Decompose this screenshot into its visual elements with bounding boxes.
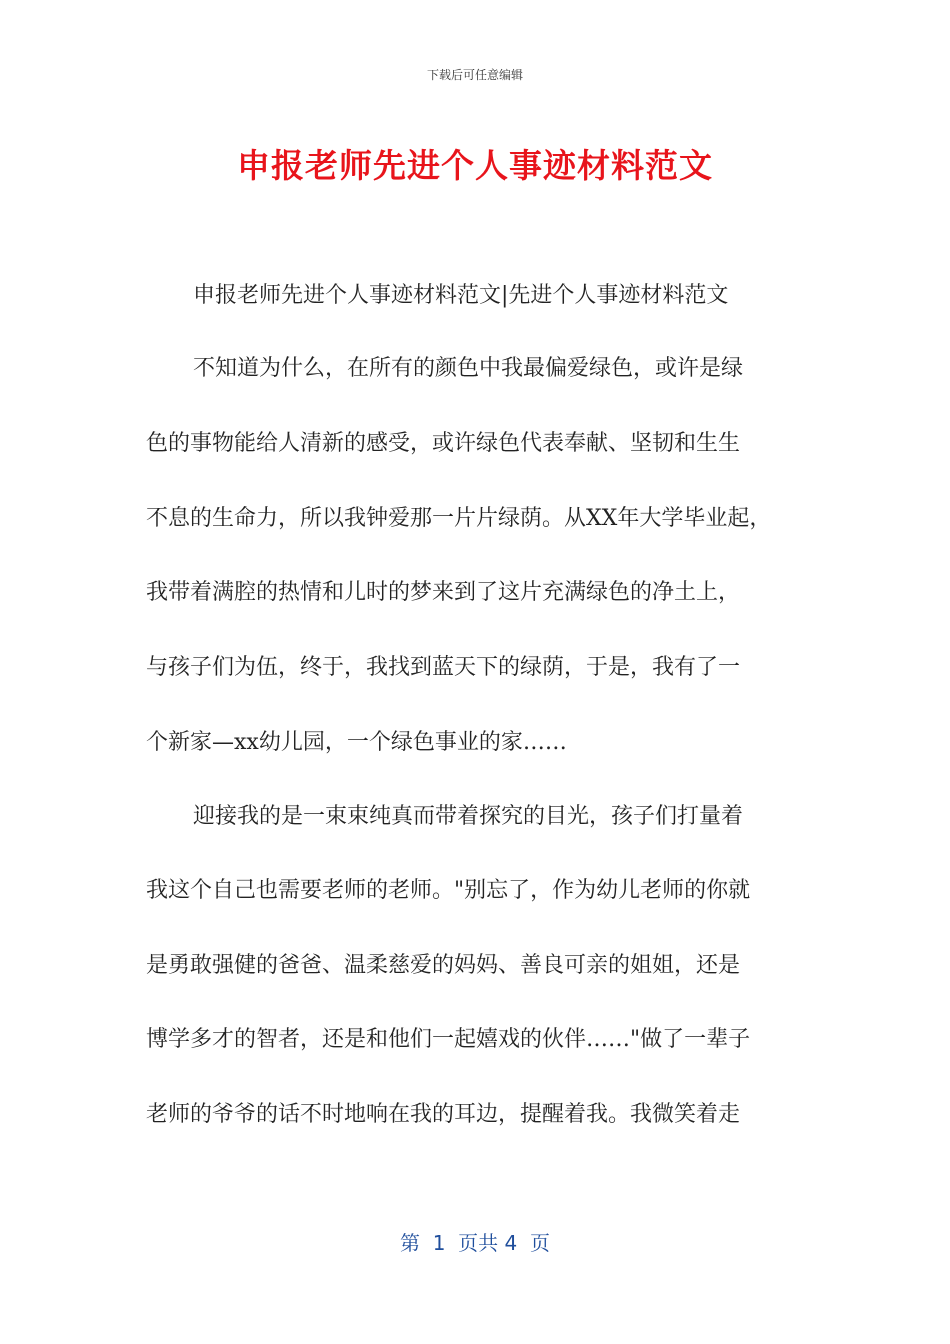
page-footer: 第 1 页共 4 页 (400, 1231, 550, 1255)
paragraph-line: 我这个自己也需要老师的老师。"别忘了，作为幼儿老师的你就 (146, 878, 751, 903)
paragraph-line: 与孩子们为伍，终于，我找到蓝天下的绿荫，于是，我有了一 (146, 655, 741, 680)
paragraph-line: 不知道为什么，在所有的颜色中我最偏爱绿色，或许是绿 (193, 356, 744, 381)
subtitle-line: 申报老师先进个人事迹材料范文|先进个人事迹材料范文 (193, 283, 729, 308)
paragraph-line: 迎接我的是一束束纯真而带着探究的目光，孩子们打量着 (193, 804, 744, 829)
document-title: 申报老师先进个人事迹材料范文 (237, 146, 713, 185)
paragraph-line: 博学多才的智者，还是和他们一起嬉戏的伙伴……"做了一辈子 (146, 1027, 751, 1052)
paragraph-line: 不息的生命力，所以我钟爱那一片片绿荫。从XX年大学毕业起， (146, 506, 772, 531)
paragraph-line: 老师的爷爷的话不时地响在我的耳边，提醒着我。我微笑着走 (146, 1102, 741, 1127)
paragraph-line: 我带着满腔的热情和儿时的梦来到了这片充满绿色的净土上， (146, 580, 741, 605)
header-note: 下载后可任意编辑 (426, 68, 523, 82)
paragraph-line: 色的事物能给人清新的感受，或许绿色代表奉献、坚韧和生生 (146, 431, 741, 456)
paragraph-line: 个新家—xx幼儿园，一个绿色事业的家…… (146, 730, 567, 755)
paragraph-line: 是勇敢强健的爸爸、温柔慈爱的妈妈、善良可亲的姐姐，还是 (146, 953, 741, 978)
